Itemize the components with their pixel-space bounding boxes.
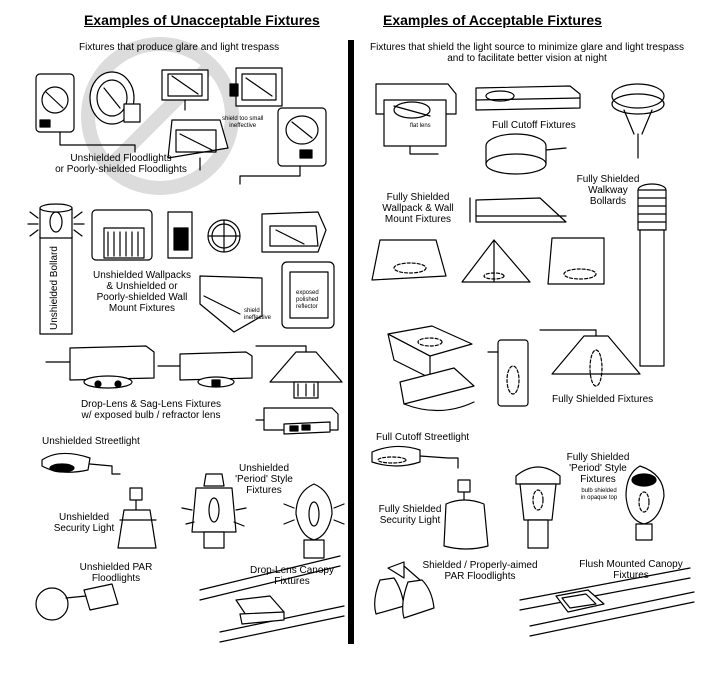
- label-full-cutoff: Full Cutoff Fixtures: [492, 120, 576, 131]
- sag-lens-pendant: [256, 346, 342, 398]
- shielded-period-lantern: [516, 467, 560, 548]
- label-unshielded-streetlight: Unshielded Streetlight: [42, 436, 140, 447]
- shielded-wall-fixture-2: [462, 240, 530, 282]
- box-wallpack: [262, 212, 326, 252]
- shielded-wallpack-1: [470, 198, 566, 222]
- unacceptable-subheading: Fixtures that produce glare and light trespass: [79, 42, 280, 53]
- shielded-security-light: [444, 480, 488, 549]
- drop-lens-fixture-3: [256, 408, 338, 434]
- label-bulb-shielded: bulb shielded in opaque top: [580, 488, 618, 501]
- label-unshielded-par: Unshielded PAR Floodlights: [79, 562, 153, 584]
- unshielded-par-floodlights: [36, 584, 118, 620]
- label-shielded-wallpack: Fully Shielded Wallpack & Wall Mount Fixtures: [382, 192, 454, 225]
- full-cutoff-round-fixture: [486, 134, 566, 174]
- label-unshielded-period: Unshielded 'Period' Style Fixtures: [235, 463, 293, 496]
- label-drop-lens-fixtures: Drop-Lens & Sag-Lens Fixtures w/ exposed bulb / refractor lens: [80, 399, 222, 421]
- full-cutoff-shoebox: [476, 86, 580, 110]
- full-cutoff-streetlight: [372, 446, 458, 468]
- label-shielded-par: Shielded / Properly-aimed PAR Floodlights: [422, 560, 538, 582]
- label-shield-ineffective: shield ineffective: [244, 308, 271, 321]
- round-wall-fixture: [208, 220, 240, 252]
- shielded-drum-fixture: [400, 368, 474, 411]
- walkway-bollard: [638, 184, 666, 366]
- label-unshielded-bollard: Unshielded Bollard: [49, 246, 60, 330]
- label-full-cutoff-streetlight: Full Cutoff Streetlight: [376, 432, 470, 443]
- drop-lens-fixture-2: [158, 352, 252, 387]
- unshielded-wallpack-1: [92, 210, 152, 260]
- shielded-pendant: [540, 330, 640, 386]
- label-exposed-reflector: exposed polished reflector: [296, 290, 319, 310]
- shielded-cylinder-fixture: [488, 340, 528, 406]
- label-walkway-bollards: Fully Shielded Walkway Bollards: [576, 174, 640, 207]
- label-unshielded-floodlights: Unshielded Floodlights or Poorly-shielded Floodlights: [55, 153, 187, 175]
- unshielded-floodlight-4: [230, 68, 282, 106]
- poorly-shielded-wallpack: [200, 276, 262, 332]
- full-cutoff-round-pendant: [612, 84, 664, 158]
- label-shielded-period: Fully Shielded 'Period' Style Fixtures: [566, 452, 630, 485]
- label-unshielded-wallpacks: Unshielded Wallpacks & Unshielded or Poorly-shielded Wall Mount Fixtures: [92, 270, 191, 314]
- label-unshielded-security: Unshielded Security Light: [53, 512, 115, 534]
- acceptable-subheading: Fixtures that shield the light source to minimize glare and light trespass and to facilitate better vision at night: [370, 42, 685, 64]
- column-divider: [348, 40, 354, 644]
- unshielded-floodlight-2: [90, 72, 140, 124]
- full-cutoff-box-fixture: [376, 84, 456, 154]
- label-shielded-security: Fully Shielded Security Light: [378, 504, 442, 526]
- shielded-box-fixture: [388, 326, 472, 378]
- label-fully-shielded: Fully Shielded Fixtures: [552, 394, 654, 405]
- shielded-wall-fixture-1: [372, 240, 446, 280]
- label-flat-lens: flat lens: [410, 123, 431, 129]
- drop-lens-fixture-1: [46, 346, 154, 388]
- label-shield-too-small: shield too small ineffective: [222, 116, 264, 129]
- label-flush-canopy: Flush Mounted Canopy Fixtures: [579, 559, 683, 581]
- unshielded-security-light: [118, 488, 156, 548]
- unacceptable-heading: Examples of Unacceptable Fixtures: [84, 12, 320, 28]
- label-drop-lens-canopy: Drop-Lens Canopy Fixtures: [250, 565, 334, 587]
- unshielded-streetlight: [42, 453, 120, 474]
- acceptable-heading: Examples of Acceptable Fixtures: [383, 12, 602, 28]
- unshielded-wallpack-2: [168, 212, 192, 258]
- shielded-wall-fixture-3: [548, 238, 604, 284]
